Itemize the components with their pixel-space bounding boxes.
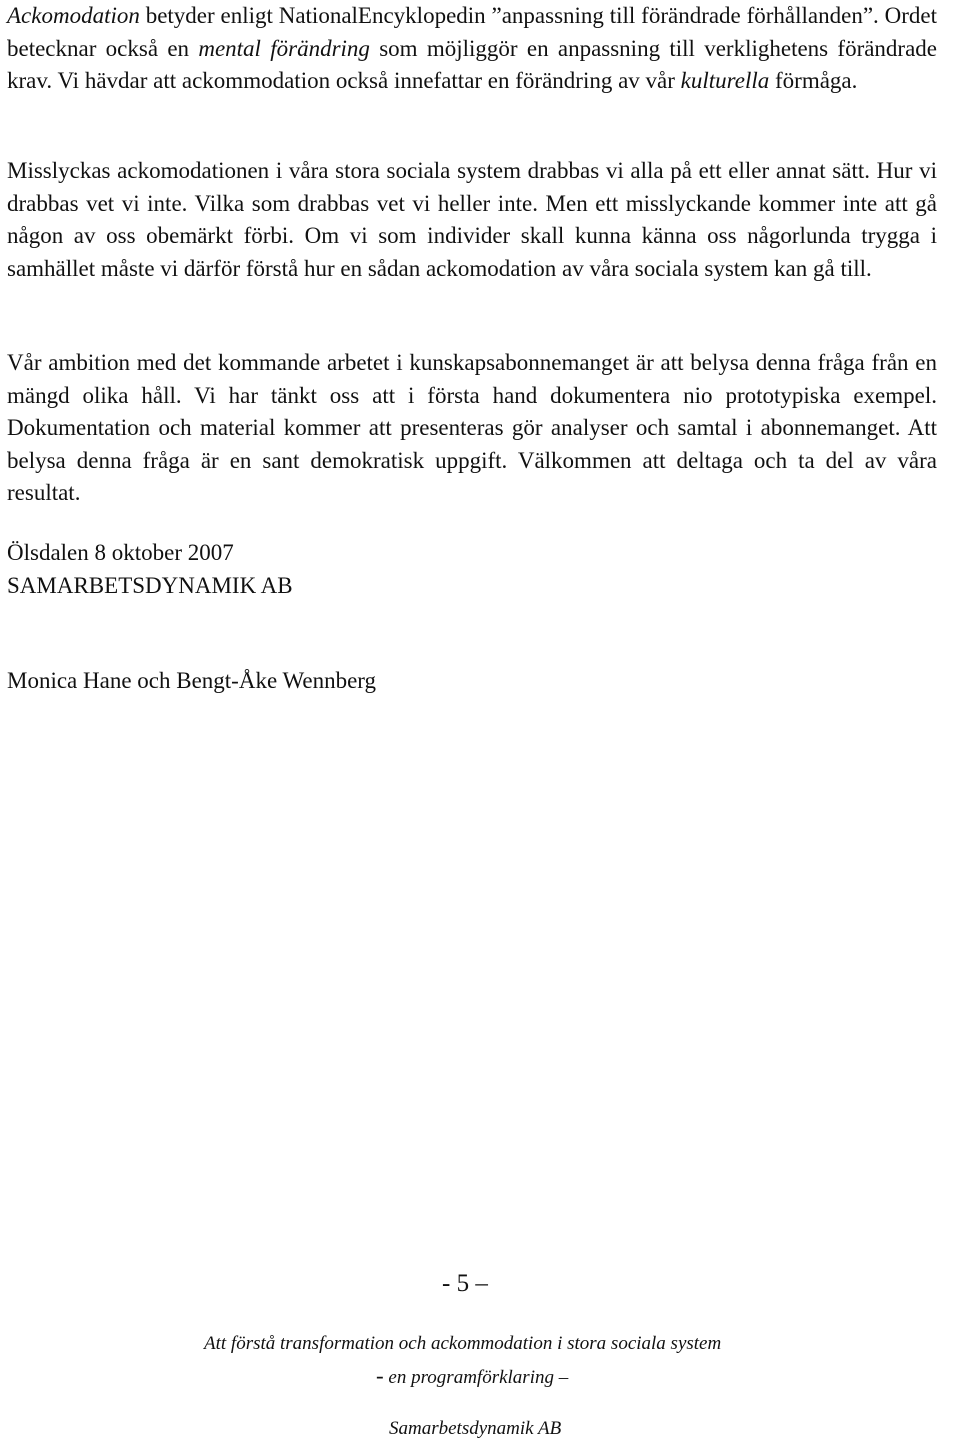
signatories: Monica Hane och Bengt-Åke Wennberg (7, 668, 377, 693)
paragraph-ambition (7, 347, 937, 510)
paragraph1-text-1: betyder enligt NationalEncyklopedin ”anpassning till förändrade förhållanden”. Ordet betecknar också en (7, 3, 937, 61)
paragraph1-text-3: förmåga. (769, 68, 858, 93)
paragraph-accommodation-definition (7, 0, 937, 98)
company-name-caps: SAMARBETSDYNAMIK AB (7, 572, 293, 598)
signoff-block (7, 537, 937, 602)
paragraph1-text-2: som möjliggör en anpassning till verklighetens förändrade krav. Vi hävdar att ackommodation också innefattar en förändring av vår (7, 35, 938, 93)
footer-subtitle (376, 1363, 568, 1389)
word-kulturella: kulturella (680, 68, 770, 93)
term-ackomodation: Ackomodation (7, 3, 140, 28)
page-number: - 5 – (442, 1270, 488, 1297)
footer-title: Att förstå transformation och ackommodation i stora sociala system (204, 1333, 722, 1354)
paragraph-failure-consequences (7, 155, 937, 285)
phrase-mental-forandring: mental förändring (198, 35, 370, 61)
paragraph2-text: Misslyckas ackomodationen i våra stora sociala system drabbas vi alla på ett eller annat sätt. Hur vi drabbas vet vi inte. Vilka som drabbas vet vi heller inte. Men ett misslyckande kommer inte att gå någon av oss obemärkt förbi. Om vi som individer skall kunna känna oss någorlunda trygga i samhället måste vi därför förstå hur en sådan ackomodation av våra sociala system kan gå till. (7, 158, 937, 281)
place-date: Ölsdalen 8 oktober 2007 (7, 540, 234, 565)
footer-subtitle-lead: - (376, 1363, 384, 1388)
paragraph3-text: Vår ambition med det kommande arbetet i kunskapsabonnemanget är att belysa denna fråga från en mängd olika håll. Vi har tänkt oss att i första hand dokumentera nio prototypiska exempel. Dokumentation och material kommer att presenteras gör analyser och samtal i abonnemanget. Att belysa denna fråga är en sant demokratisk uppgift. Välkommen att deltaga och ta del av våra resultat. (7, 350, 937, 505)
signatories-block (7, 665, 937, 698)
footer-company: Samarbetsdynamik AB (389, 1418, 562, 1439)
footer-subtitle-text: en programförklaring – (383, 1367, 569, 1388)
